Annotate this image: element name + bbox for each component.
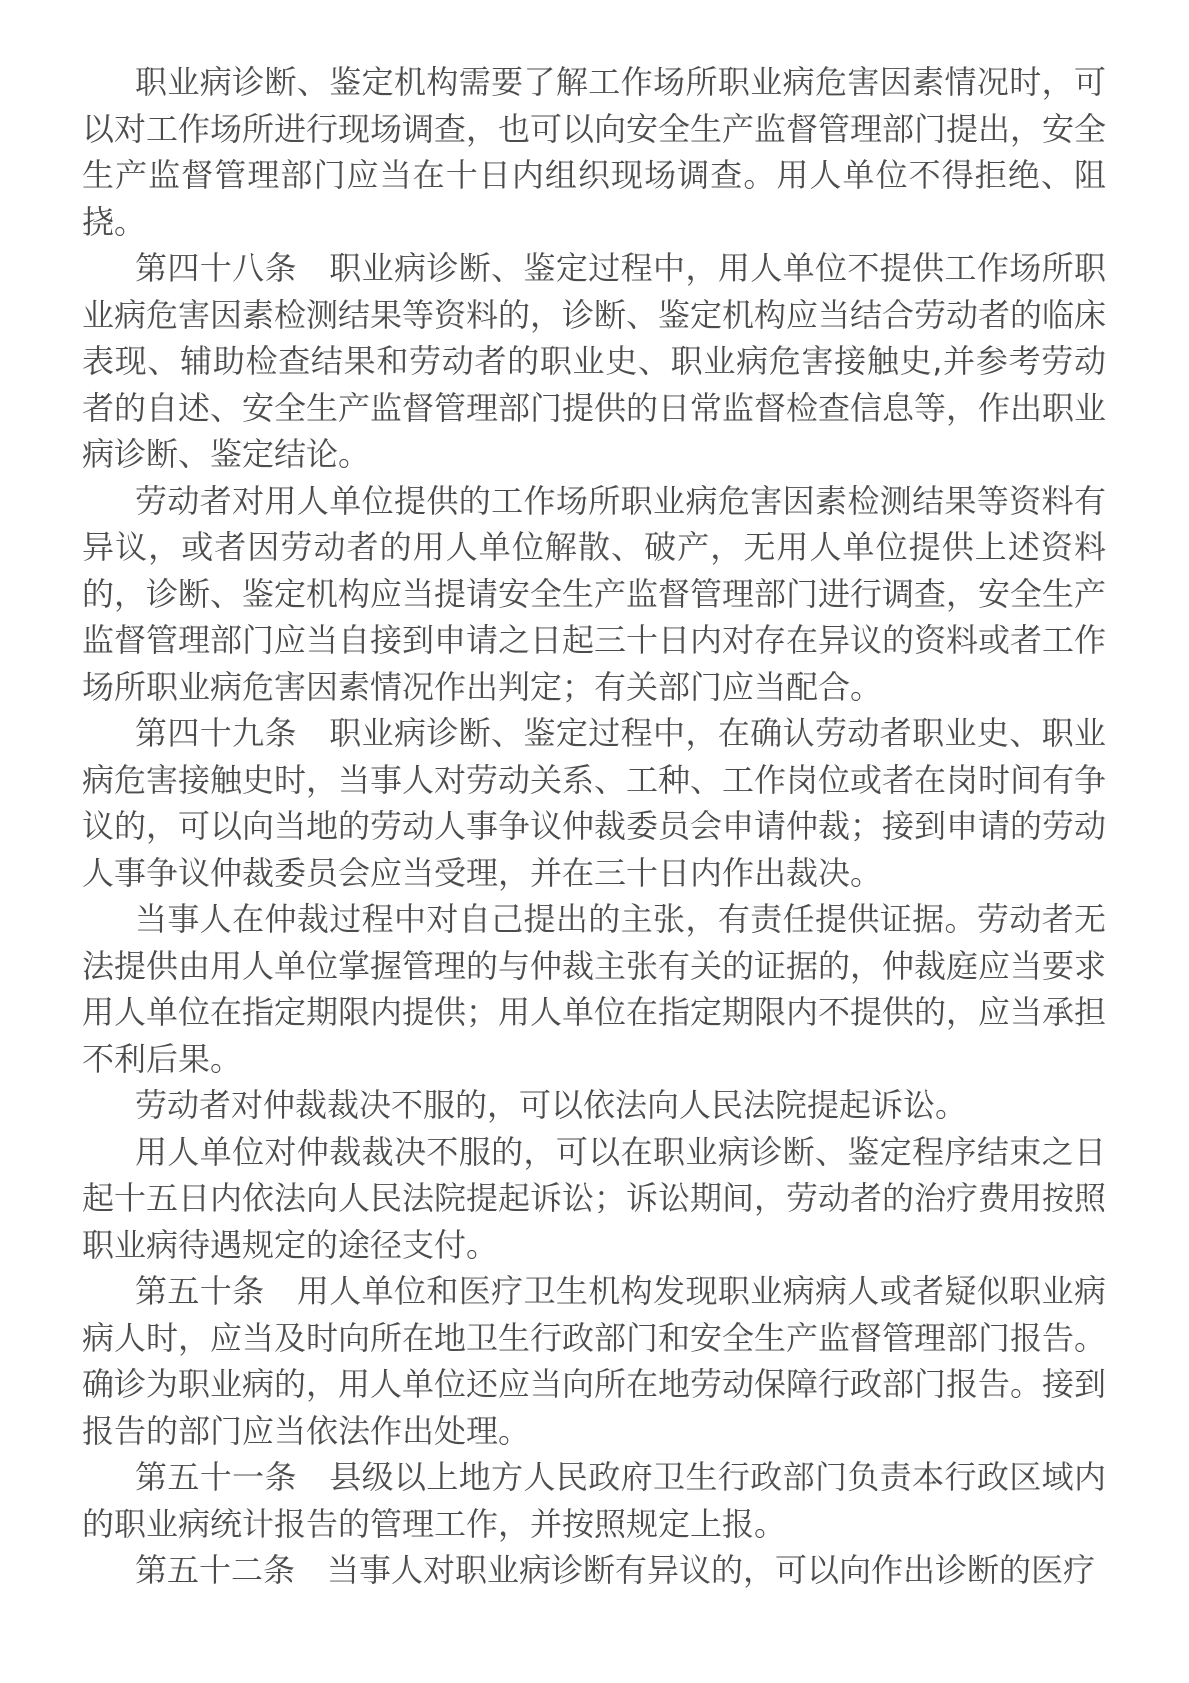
article-51-paragraph: 第五十一条 县级以上地方人民政府卫生行政部门负责本行政区域内的职业病统计报告的管理工作，并按照规定上报。	[82, 1458, 1106, 1543]
article-50-paragraph: 第五十条 用人单位和医疗卫生机构发现职业病病人或者疑似职业病病人时，应当及时向所在地卫生行政部门和安全生产监督管理部门报告。确诊为职业病的，用人单位还应当向所在地劳动保障行政部门报告。接到报告的部门应当依法作出处理。	[82, 1272, 1107, 1450]
article-49-clause-2-paragraph: 当事人在仲裁过程中对自己提出的主张，有责任提供证据。劳动者无法提供由用人单位掌握管理的与仲裁主张有关的证据的，仲裁庭应当要求用人单位在指定期限内提供；用人单位在指定期限内不提供的，应当承担不利后果。	[82, 900, 1107, 1078]
article-49-clause-4-paragraph: 用人单位对仲裁裁决不服的，可以在职业病诊断、鉴定程序结束之日起十五日内依法向人民法院提起诉讼；诉讼期间，劳动者的治疗费用按照职业病待遇规定的途径支付。	[82, 1132, 1107, 1264]
article-48-clause-2-paragraph: 劳动者对用人单位提供的工作场所职业病危害因素检测结果等资料有异议，或者因劳动者的用人单位解散、破产，无用人单位提供上述资料的，诊断、鉴定机构应当提请安全生产监督管理部门进行调查，安全生产监督管理部门应当自接到申请之日起三十日内对存在异议的资料或者工作场所职业病危害因素情况作出判定；有关部门应当配合。	[82, 481, 1107, 706]
article-49-clause-3-paragraph: 劳动者对仲裁裁决不服的，可以依法向人民法院提起诉讼。	[135, 1086, 968, 1124]
article-52-paragraph: 第五十二条 当事人对职业病诊断有异议的，可以向作出诊断的医疗	[135, 1551, 1096, 1589]
article-49-paragraph: 第四十九条 职业病诊断、鉴定过程中，在确认劳动者职业史、职业病危害接触史时，当事人对劳动关系、工种、工作岗位或者在岗时间有争议的，可以向当地的劳动人事争议仲裁委员会申请仲裁；接到申请的劳动人事争议仲裁委员会应当受理，并在三十日内作出裁决。	[82, 714, 1107, 892]
article-48-paragraph: 第四十八条 职业病诊断、鉴定过程中，用人单位不提供工作场所职业病危害因素检测结果等资料的，诊断、鉴定机构应当结合劳动者的临床表现、辅助检查结果和劳动者的职业史、职业病危害接触史,并参考劳动者的自述、安全生产监督管理部门提供的日常监督检查信息等，作出职业病诊断、鉴定结论。	[82, 249, 1107, 473]
paragraph-onsite-investigation: 职业病诊断、鉴定机构需要了解工作场所职业病危害因素情况时，可以对工作场所进行现场调查，也可以向安全生产监督管理部门提出，安全生产监督管理部门应当在十日内组织现场调查。用人单位不得拒绝、阻挠。	[82, 63, 1107, 241]
document-body	[82, 59, 1106, 1594]
